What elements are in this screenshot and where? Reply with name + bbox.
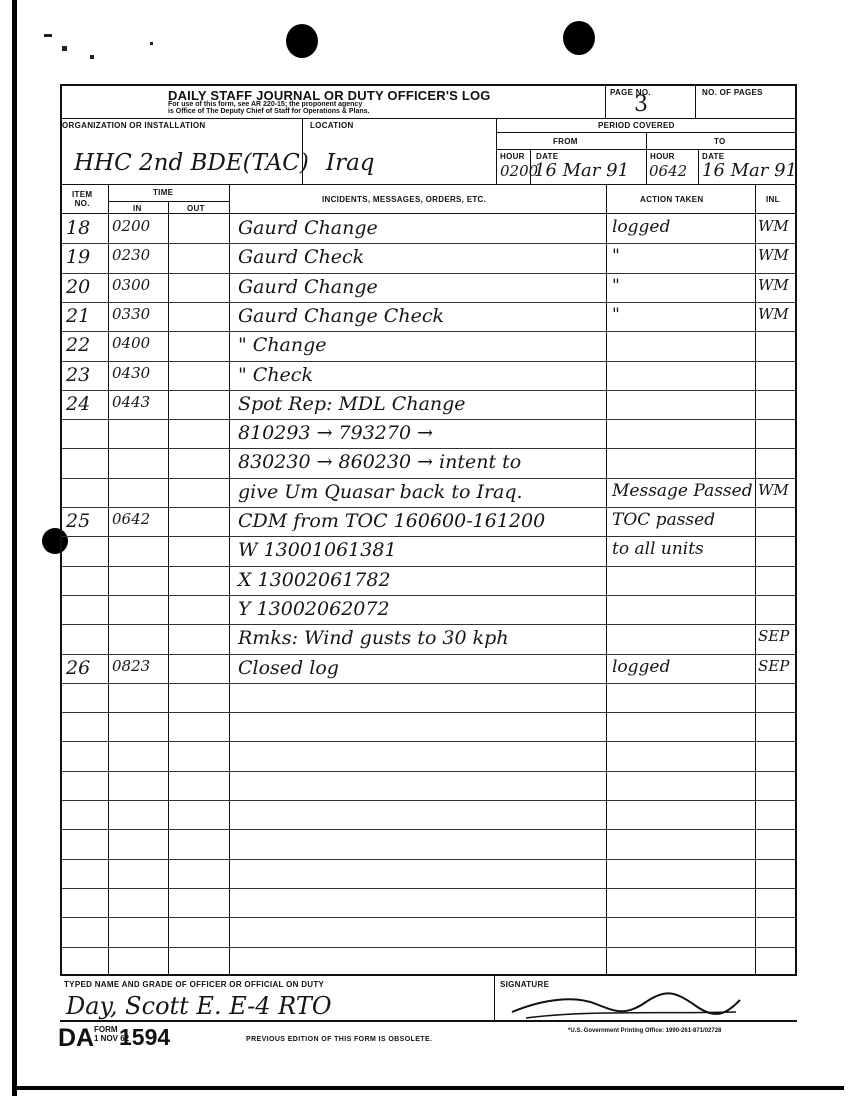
log-time-in: 0642 [112, 510, 151, 528]
log-incident: Gaurd Check [238, 246, 365, 268]
log-incident: W 13001061381 [238, 539, 397, 561]
log-initials: WM [758, 481, 789, 499]
log-action: " [612, 305, 620, 325]
location-value: Iraq [326, 150, 375, 176]
log-time-in: 0400 [112, 334, 151, 352]
row-rule [62, 888, 795, 889]
log-item-no: 22 [66, 334, 91, 356]
gpo-imprint: *U.S. Government Printing Office: 1990-261-871/02728 [568, 1028, 722, 1034]
log-item-no: 18 [66, 217, 91, 239]
log-incident: " Change [238, 334, 327, 356]
row-rule [62, 712, 795, 713]
row-rule [62, 595, 795, 596]
to-label: TO [714, 137, 726, 146]
log-item-no: 25 [66, 510, 91, 532]
log-time-in: 0230 [112, 246, 151, 264]
log-incident: X 13002061782 [238, 569, 391, 591]
row-rule [62, 829, 795, 830]
initials-label: INL [766, 195, 780, 204]
form-title: DAILY STAFF JOURNAL OR DUTY OFFICER'S LOG [168, 88, 491, 103]
log-time-in: 0443 [112, 393, 151, 411]
to-hour: 0642 [649, 162, 688, 180]
scan-speck [44, 34, 52, 37]
from-date: 16 Mar 91 [534, 160, 630, 181]
log-item-no: 19 [66, 246, 91, 268]
row-rule [62, 771, 795, 772]
from-hour-label: HOUR [500, 152, 525, 161]
scan-speck [150, 42, 153, 45]
log-time-in: 0330 [112, 305, 151, 323]
row-rule [62, 507, 795, 508]
row-rule [62, 273, 795, 274]
row-rule [62, 683, 795, 684]
log-item-no: 23 [66, 364, 91, 386]
log-item-no: 24 [66, 393, 91, 415]
log-incident: Rmks: Wind gusts to 30 kph [238, 627, 509, 649]
log-item-no: 26 [66, 657, 91, 679]
form-da: DA [58, 1024, 95, 1052]
log-incident: " Check [238, 364, 313, 386]
no-of-pages-label: NO. OF PAGES [702, 88, 763, 97]
log-initials: WM [758, 276, 789, 294]
from-label: FROM [553, 137, 578, 146]
log-incident: Gaurd Change [238, 276, 378, 298]
to-date-label: DATE [702, 152, 725, 161]
log-incident: Gaurd Change [238, 217, 378, 239]
duty-log-form [60, 84, 797, 1022]
row-rule [62, 478, 795, 479]
from-hour: 0200 [500, 162, 539, 180]
page-no-label: PAGE NO. [610, 88, 651, 97]
log-incident: 810293 → 793270 → [238, 422, 434, 444]
row-rule [62, 947, 795, 948]
time-label: TIME [153, 188, 174, 197]
punch-hole-right [563, 21, 595, 55]
row-rule [62, 741, 795, 742]
log-action: logged [612, 657, 671, 677]
log-initials: SEP [758, 657, 790, 675]
log-action: " [612, 276, 620, 296]
typed-name: Day, Scott E. E-4 RTO [66, 992, 332, 1020]
log-item-no: 21 [66, 305, 91, 327]
form-number: 1594 [119, 1024, 171, 1050]
action-taken-label: ACTION TAKEN [640, 195, 704, 204]
log-initials: WM [758, 246, 789, 264]
row-rule [62, 419, 795, 420]
page-edge-bottom [14, 1086, 844, 1090]
log-action: logged [612, 217, 671, 237]
time-out-label: OUT [187, 204, 205, 213]
log-incident: give Um Quasar back to Iraq. [238, 481, 523, 503]
log-action: TOC passed [612, 510, 716, 530]
log-action: Message Passed [612, 481, 753, 501]
previous-edition-note: PREVIOUS EDITION OF THIS FORM IS OBSOLETE. [246, 1036, 433, 1043]
location-label: LOCATION [310, 121, 354, 130]
log-incident: Closed log [238, 657, 339, 679]
time-in-label: IN [133, 204, 142, 213]
scan-speck [90, 55, 94, 59]
form-date-code: FORM 1 NOV 62 [94, 1025, 130, 1043]
log-initials: WM [758, 305, 789, 323]
log-incident: CDM from TOC 160600-161200 [238, 510, 546, 532]
row-rule [62, 566, 795, 567]
form-subtitle: For use of this form, see AR 220-15; the proponent agency is Office of The Deputy Chief of Staff for Operations & Plans. [168, 101, 370, 115]
page-no: 3 [634, 92, 648, 117]
log-action: to all units [612, 539, 704, 559]
row-rule [62, 331, 795, 332]
log-time-in: 0300 [112, 276, 151, 294]
log-incident: Gaurd Change Check [238, 305, 444, 327]
row-rule [62, 243, 795, 244]
log-action: " [612, 246, 620, 266]
signature-scribble [506, 988, 746, 1022]
log-time-in: 0430 [112, 364, 151, 382]
to-date: 16 Mar 91 [702, 160, 798, 181]
item-no-label: ITEM NO. [72, 190, 93, 208]
log-incident: 830230 → 860230 → intent to [238, 451, 522, 473]
scan-speck [62, 46, 67, 51]
row-rule [62, 390, 795, 391]
log-time-in: 0823 [112, 657, 151, 675]
log-initials: WM [758, 217, 789, 235]
row-rule [62, 800, 795, 801]
row-rule [62, 361, 795, 362]
from-date-label: DATE [536, 152, 559, 161]
organization-label: ORGANIZATION OR INSTALLATION [62, 121, 206, 130]
punch-hole-left [286, 24, 318, 58]
to-hour-label: HOUR [650, 152, 675, 161]
row-rule [62, 448, 795, 449]
log-incident: Spot Rep: MDL Change [238, 393, 466, 415]
log-time-in: 0200 [112, 217, 151, 235]
typed-name-label: TYPED NAME AND GRADE OF OFFICER OR OFFICIAL ON DUTY [64, 980, 325, 989]
log-item-no: 20 [66, 276, 91, 298]
organization-value: HHC 2nd BDE(TAC) [74, 150, 309, 176]
signature-label: SIGNATURE [500, 980, 550, 989]
row-rule [62, 302, 795, 303]
page-edge-left [12, 0, 17, 1096]
row-rule [62, 654, 795, 655]
row-rule [62, 859, 795, 860]
row-rule [62, 624, 795, 625]
log-initials: SEP [758, 627, 790, 645]
row-rule [62, 536, 795, 537]
log-incident: Y 13002062072 [238, 598, 390, 620]
period-covered-label: PERIOD COVERED [598, 121, 675, 130]
row-rule [62, 917, 795, 918]
incidents-label: INCIDENTS, MESSAGES, ORDERS, ETC. [322, 195, 487, 204]
